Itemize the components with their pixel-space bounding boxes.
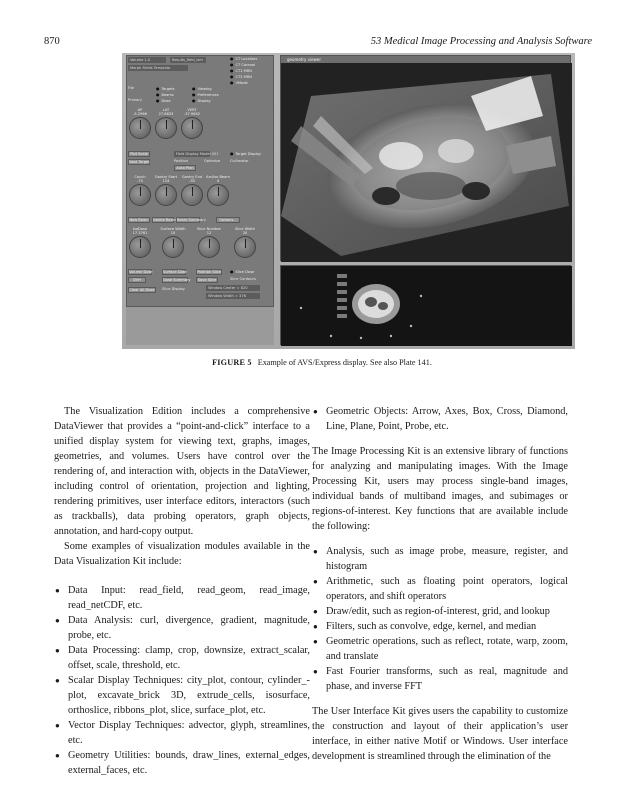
radio-display[interactable]: ● Display — [192, 98, 211, 104]
dial-slice-width[interactable] — [234, 236, 256, 258]
list-item: ● Geometric operations, such as reflect, rotate, warp, zoom, and translate — [312, 634, 568, 664]
figure-caption-text: Example of AVS/Express display. See also Plate 141. — [257, 358, 432, 367]
dial-vert[interactable] — [181, 117, 203, 139]
surface-dose-button[interactable]: Surface Dose — [163, 270, 187, 274]
radio-ct-coronal[interactable]: ● CT Coronal — [230, 62, 255, 68]
slice-thumbnails — [281, 266, 572, 346]
list-item: ● Fast Fourier transforms, such as real, magnitude and phase, and inverse FFT — [312, 664, 568, 694]
volume-dose-button[interactable]: Volume Dose — [129, 270, 153, 274]
dial-lat[interactable] — [155, 117, 177, 139]
figure-caption — [0, 358, 644, 367]
dial-isodose[interactable] — [129, 236, 151, 258]
window-center-field[interactable]: Window Center = 820 — [206, 285, 260, 291]
figure-avs-express-screenshot — [122, 53, 575, 349]
right-column — [312, 404, 568, 764]
dial-vert-label: VERT -37.9642 — [183, 108, 201, 116]
slice-thumbnail-view[interactable] — [280, 265, 571, 345]
dial-lat-label: LAT 27.8633 — [158, 108, 174, 116]
radio-preferences[interactable]: ● Preferences — [192, 92, 219, 98]
radio-target-display[interactable]: ● Target Display — [230, 151, 261, 157]
dial-isodose-label: IsoDose 17.3761 — [132, 227, 148, 235]
radio-ct1-mrn[interactable]: ● CT1 MRN — [230, 68, 252, 74]
control-panel — [126, 55, 274, 307]
save-slice-button[interactable]: Save Slice — [197, 278, 217, 282]
page-number: 870 — [44, 36, 60, 47]
dial-gantry-end[interactable] — [181, 184, 203, 206]
list-item: ● Arithmetic, such as floating point operators, logical operators, and shift operators — [312, 574, 568, 604]
dial-gantry-start[interactable] — [155, 184, 177, 206]
dvh-button[interactable]: DVH — [128, 277, 146, 283]
list-item: ● Data Processing: clamp, crop, downsize, extract_scalar, offset, scale, threshold, etc. — [54, 643, 310, 673]
options-button[interactable]: Options... — [216, 217, 240, 223]
delete-beam-button[interactable]: Delete Beam — [153, 218, 177, 222]
dial-slice-number-label: Slice Number 12 — [196, 227, 222, 235]
volume-field[interactable]: Volume 1.0 — [128, 57, 166, 63]
visualization-modules-list — [54, 583, 310, 778]
optimize-label: Optimize — [204, 159, 221, 163]
radio-viewing[interactable]: ● Viewing — [192, 86, 212, 92]
list-item: ● Data Analysis: curl, divergence, gradient, magnitude, probe, etc. — [54, 613, 310, 643]
dial-couch[interactable] — [129, 184, 151, 206]
dial-slice-number[interactable] — [198, 236, 220, 258]
results-field[interactable]: Results_field_ism — [170, 57, 206, 63]
dial-arc-beam[interactable] — [207, 184, 229, 206]
window-width-field[interactable]: Window Width = 376 — [206, 293, 260, 299]
collimator-label: Collimator — [230, 159, 249, 163]
auto-plan-button[interactable]: Auto Plan — [174, 165, 196, 171]
dial-ap[interactable] — [129, 117, 151, 139]
geometry-viewer[interactable] — [280, 55, 571, 261]
paragraph-visualization-modules: Some examples of visualization modules available in the Data Visualization Kit include: — [54, 541, 310, 567]
list-item: ● Data Input: read_field, read_geom, read_image, read_netCDF, etc. — [54, 583, 310, 613]
beam-summary-button[interactable]: Beam Summary — [177, 218, 206, 222]
left-column — [54, 404, 310, 778]
target-display-field[interactable]: Field Display Model 001 — [176, 152, 219, 156]
radio-slice-dose[interactable]: ● Slice Dose — [230, 269, 254, 275]
viewer-title: geometry viewer — [281, 56, 570, 63]
dose-summary-button[interactable]: Dose Summary — [163, 278, 191, 282]
dial-surface-width-label: Surface Width 10 — [160, 227, 186, 235]
ct-volume-rendering — [281, 56, 572, 262]
radio-ct2-mrn[interactable]: ● CT2 MRN — [230, 74, 252, 80]
chapter-title: 53 Medical Image Processing and Analysis Software — [370, 36, 592, 47]
list-item: ● Draw/edit, such as region-of-interest, grid, and lookup — [312, 604, 568, 619]
plot-scale-button[interactable]: Plot Scale — [128, 151, 150, 157]
dial-couch-label: Couch -70 — [134, 175, 146, 183]
radio-beams[interactable]: ● Beams — [156, 92, 174, 98]
panel-footer — [126, 307, 274, 345]
slice-display-label: Slice Display — [162, 287, 185, 291]
template-field[interactable]: Morph Fields Template — [128, 65, 188, 71]
next-target-button[interactable]: Next Target — [129, 160, 150, 164]
radio-vmode[interactable]: ● VMode — [230, 80, 248, 86]
dial-surface-width[interactable] — [162, 236, 184, 258]
position-slice-button[interactable]: Position Slice — [197, 270, 221, 274]
dial-gantry-start-label: Gantry Start 124 — [154, 175, 178, 183]
paragraph-image-processing-kit: The Image Processing Kit is an extensive library of functions for analyzing and manipulating images. With the Image Processing Kit, users may process single-band images, individual bands of multiband images, and subimages or regions-of-interest. Key functions that are available include the following: — [312, 446, 568, 532]
list-item: ● Scalar Display Techniques: city_plot, contour, cylinder_-plot, excavate_brick 3D, extrude_cells, isosurface, orthoslice, ribbons_plot, slice, surface_plot, etc. — [54, 673, 310, 718]
radio-dose[interactable]: ● Dose — [156, 98, 171, 104]
figure-label: FIGURE 5 — [212, 358, 252, 367]
geometric-objects-list — [312, 404, 568, 434]
dial-arc-beam-label: Arc/Iso Beam 4 — [206, 175, 230, 183]
paragraph-visualization-edition: The Visualization Edition includes a comprehensive DataViewer that provides a “point-and-click” interface to a unified display system for viewing text, graphs, images, geometries, and volumes. Users have control over the rendering of, and interaction with, objects in the DataViewer, including control of orientation, projection and lighting, rendering primitives, user interface editors, interactors (such as trackballs), data probing operators, graph objects, annotation, and hard-copy output. — [54, 406, 310, 537]
list-item: ● Analysis, such as image probe, measure, register, and histogram — [312, 544, 568, 574]
file-label: File — [128, 86, 135, 90]
list-item: ● Filters, such as convolve, edge, kernel, and median — [312, 619, 568, 634]
image-processing-functions-list — [312, 544, 568, 694]
slice-contours-label: Slice Contours — [230, 277, 256, 281]
list-item: ● Vector Display Techniques: advector, glyph, streamlines, etc. — [54, 718, 310, 748]
new-beam-button[interactable]: New Beam — [129, 218, 149, 222]
clear-all-dose-button[interactable]: Clear All Dose — [129, 288, 155, 292]
primary-label: Primary — [128, 98, 142, 102]
radio-ct-localizer[interactable]: ● CT Localizer — [230, 56, 257, 62]
paragraph-user-interface-kit: The User Interface Kit gives users the capability to customize the construction and layout of their application’s user interface, in either native Motif or Windows. User interface development is streamlined through the elimination of the — [312, 706, 568, 762]
list-item: ● Geometric Objects: Arrow, Axes, Box, Cross, Diamond, Line, Plane, Point, Probe, etc. — [312, 404, 568, 434]
radio-targets[interactable]: ● Targets — [156, 86, 175, 92]
dial-gantry-end-label: Gantry End -35 — [181, 175, 203, 183]
position-label: Position — [174, 159, 188, 163]
list-item: ● Geometry Utilities: bounds, draw_lines, external_edges, external_faces, etc. — [54, 748, 310, 778]
dial-slice-width-label: Slice Width 20 — [234, 227, 256, 235]
dial-ap-label: AP -5.2966 — [133, 108, 147, 116]
